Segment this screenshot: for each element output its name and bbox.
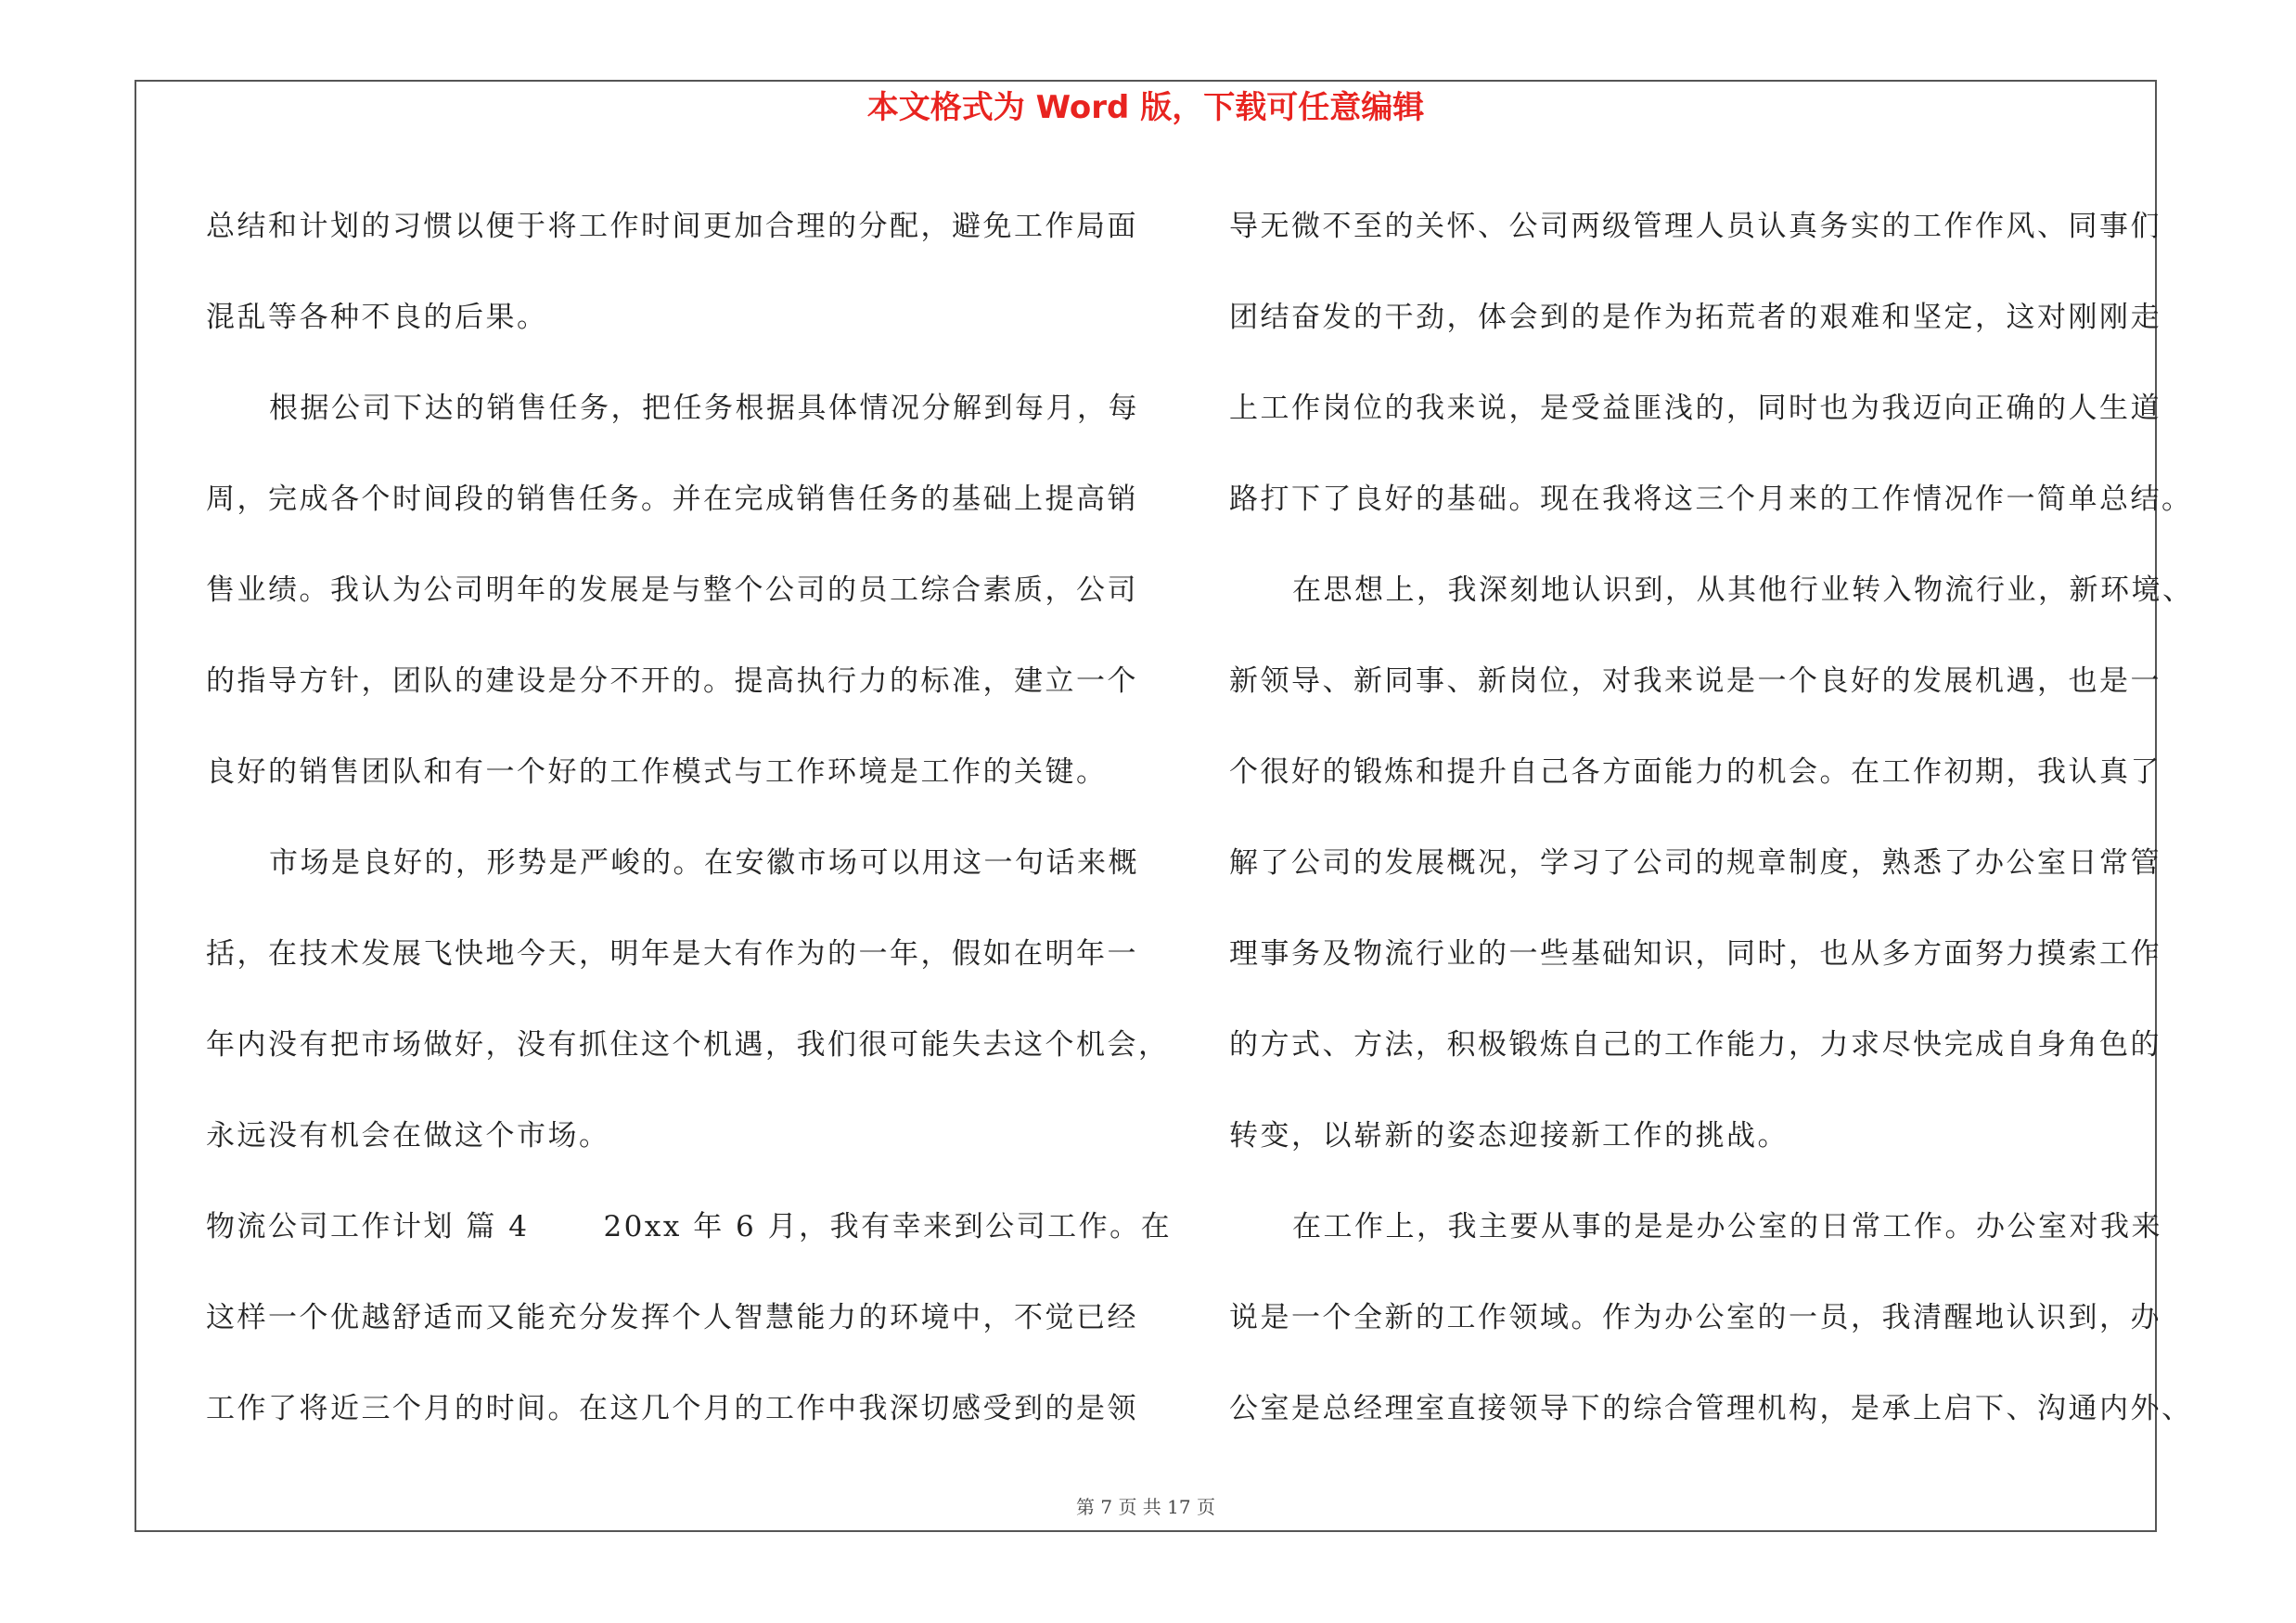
paragraph-line: 解了公司的发展概况，学习了公司的规章制度，熟悉了办公室日常管	[1229, 846, 2161, 880]
paragraph-line: 公室是总经理室直接领导下的综合管理机构，是承上启下、沟通内外、	[1229, 1392, 2193, 1425]
paragraph-line: 个很好的锻炼和提升自己各方面能力的机会。在工作初期，我认真了	[1229, 755, 2161, 789]
paragraph-line: 路打下了良好的基础。现在我将这三个月来的工作情况作一简单总结。	[1229, 483, 2193, 516]
right-column	[1229, 181, 2194, 1454]
paragraph-line: 混乱等各种不良的后果。	[206, 301, 548, 334]
paragraph-line: 这样一个优越舒适而又能充分发挥个人智慧能力的环境中，不觉已经	[206, 1301, 1138, 1334]
section-intro-text: 20xx 年 6 月，我有幸来到公司工作。在	[603, 1210, 1173, 1243]
page-number-footer: 第 7 页 共 17 页	[1076, 1496, 1215, 1518]
format-banner: 本文格式为 Word 版，下载可任意编辑	[866, 89, 1425, 126]
paragraph-line: 根据公司下达的销售任务，把任务根据具体情况分解到每月，每	[269, 392, 1139, 425]
paragraph-line: 括，在技术发展飞快地今天，明年是大有作为的一年，假如在明年一	[206, 937, 1138, 971]
paragraph-line: 总结和计划的习惯以便于将工作时间更加合理的分配，避免工作局面	[206, 210, 1138, 243]
paragraph-line: 售业绩。我认为公司明年的发展是与整个公司的员工综合素质，公司	[206, 573, 1138, 607]
paragraph-line: 的指导方针，团队的建设是分不开的。提高执行力的标准，建立一个	[206, 664, 1138, 698]
paragraph-line: 导无微不至的关怀、公司两级管理人员认真务实的工作作风、同事们	[1229, 210, 2161, 243]
left-column	[206, 181, 1173, 1454]
paragraph-line: 良好的销售团队和有一个好的工作模式与工作环境是工作的关键。	[206, 755, 1108, 789]
paragraph-line: 上工作岗位的我来说，是受益匪浅的，同时也为我迈向正确的人生道	[1229, 392, 2161, 425]
section-heading-line	[206, 1181, 1173, 1272]
paragraph-line: 新领导、新同事、新岗位，对我来说是一个良好的发展机遇，也是一	[1229, 664, 2161, 698]
paragraph-line: 理事务及物流行业的一些基础知识，同时，也从多方面努力摸索工作	[1229, 937, 2161, 971]
paragraph-line: 工作了将近三个月的时间。在这几个月的工作中我深切感受到的是领	[206, 1392, 1138, 1425]
paragraph-line: 的方式、方法，积极锻炼自己的工作能力，力求尽快完成自身角色的	[1229, 1028, 2161, 1062]
paragraph-line: 在思想上，我深刻地认识到，从其他行业转入物流行业，新环境、	[1292, 573, 2194, 607]
paragraph-line: 转变，以崭新的姿态迎接新工作的挑战。	[1229, 1119, 1789, 1153]
paragraph-line: 永远没有机会在做这个市场。	[206, 1119, 610, 1153]
section-title: 物流公司工作计划 篇 4	[206, 1210, 530, 1243]
paragraph-line: 年内没有把市场做好，没有抓住这个机遇，我们很可能失去这个机会，	[206, 1028, 1170, 1062]
paragraph-line: 市场是良好的，形势是严峻的。在安徽市场可以用这一句话来概	[269, 846, 1139, 880]
paragraph-line: 在工作上，我主要从事的是是办公室的日常工作。办公室对我来	[1292, 1210, 2162, 1243]
paragraph-line: 说是一个全新的工作领域。作为办公室的一员，我清醒地认识到，办	[1229, 1301, 2161, 1334]
paragraph-line: 周，完成各个时间段的销售任务。并在完成销售任务的基础上提高销	[206, 483, 1138, 516]
paragraph-line: 团结奋发的干劲，体会到的是作为拓荒者的艰难和坚定，这对刚刚走	[1229, 301, 2161, 334]
